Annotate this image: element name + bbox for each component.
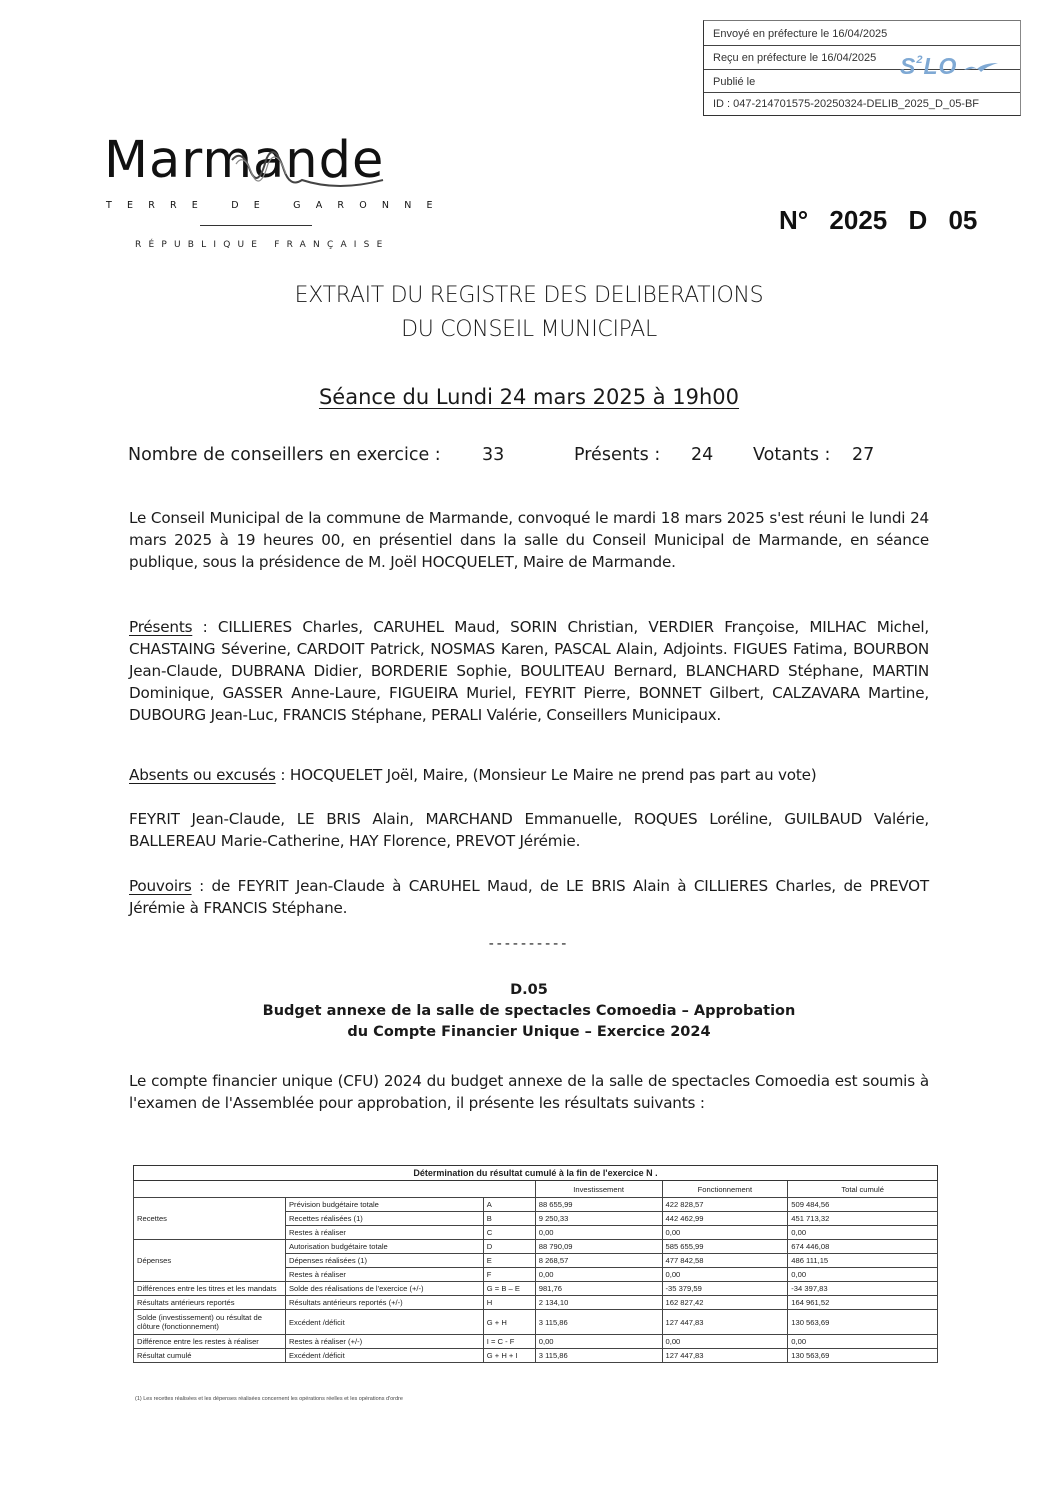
table-header [134,1181,938,1198]
section-title: Budget annexe de la salle de spectacles Comoedia – Approbation du Compte Financier Unique – Exercice 2024 [262,1003,796,1040]
group-depenses: Dépenses [134,1240,286,1282]
table-row: Différence entre les restes à réaliser Restes à réaliser (+/-) I = C - F 0,00 0,00 0,00 [134,1335,938,1349]
absents-paragraph [129,764,929,786]
document-title-line1: EXTRAIT DU REGISTRE DES DELIBERATIONS [294,283,764,308]
stamp-published: Publié le [713,76,756,88]
header-fonctionnement: Fonctionnement [662,1181,788,1198]
seance-date: Séance du Lundi 24 mars 2025 à 19h00 [318,385,740,409]
table-row: Différences entre les titres et les mandats Solde des réalisations de l'exercice (+/-) G = B – E 981,76 -35 379,59 -34 397,83 [134,1282,938,1296]
wave-logo-icon [228,140,388,195]
bird-icon [963,61,999,75]
absents-mayor: : HOCQUELET Joël, Maire, (Monsieur Le Maire ne prend pas part au vote) [275,766,817,784]
prefecture-stamp [703,20,1021,116]
document-title-line2: DU CONSEIL MUNICIPAL [401,317,657,342]
presents-paragraph [129,616,929,726]
presents-label: Présents : [574,445,661,465]
votants-value: 27 [852,445,875,465]
exercice-value: 33 [482,445,505,465]
table-row: Résultat cumulé Excédent /déficit G + H + I 3 115,86 127 447,83 130 563,69 [134,1349,938,1363]
votants-label: Votants : [753,445,831,465]
stamp-sent-date: Envoyé en préfecture le 16/04/2025 [713,28,888,40]
pouvoirs-paragraph [129,875,929,919]
absents-label: Absents ou excusés [129,766,276,784]
header-total: Total cumulé [788,1181,938,1198]
logo-tagline: TERRE DE GARONNE [106,200,448,211]
table-row: Solde (investissement) ou résultat de clôture (fonctionnement) Excédent /déficit G + H 3 115,86 127 447,83 130 563,69 [134,1310,938,1335]
presents-value: 24 [691,445,714,465]
section-body: Le compte financier unique (CFU) 2024 du budget annexe de la salle de spectacles Comoedia est soumis à l'examen de l'Assemblée pour approbation, il présente les résultats suivants : [129,1072,929,1112]
divider [704,92,1020,93]
deliberation-number: N° 2025 D 05 [779,205,978,235]
intro-paragraph: Le Conseil Municipal de la commune de Marmande, convoqué le mardi 18 mars 2025 s'est réuni le lundi 24 mars 2025 à 19 heures 00, en présentiel dans la salle du Conseil Municipal de Marmande, en séance publique, sous la présidence de M. Joël HOCQUELET, Maire de Marmande. [129,509,929,571]
presents-list: : CILLIERES Charles, CARUHEL Maud, SORIN Christian, VERDIER Françoise, MILHAC Michel, CHASTAING Séverine, CARDOIT Patrick, NOSMAS Karen, PASCAL Alain, Adjoints. FIGUES Fatima, BOURBON Jean-Claude, DUBRANA Didier, BORDERIE Sophie, BOULITEAU Bernard, BLANCHARD Stéphane, MARTIN Dominique, GASSER Anne-Laure, FIGUEIRA Muriel, FEYRIT Pierre, BONNET Gilbert, CALZAVARA Martine, DUBOURG Jean-Luc, FRANCIS Stéphane, PERALI Valérie, Conseillers Municipaux. [129,618,929,724]
stamp-id: ID : 047-214701575-20250324-DELIB_2025_D_05-BF [713,98,980,110]
marmande-logo: Marmande [104,131,385,190]
table-row: Recettes Prévision budgétaire totale A 88 655,99 422 828,57 509 484,56 [134,1198,938,1212]
pouvoirs-list: : de FEYRIT Jean-Claude à CARUHEL Maud, de LE BRIS Alain à CILLIERES Charles, de PREVOT Jérémie à FRANCIS Stéphane. [129,877,929,917]
header-investissement: Investissement [535,1181,662,1198]
republic-label: RÉPUBLIQUE FRANÇAISE [135,240,390,250]
logo-divider [200,225,312,226]
table-row: Dépenses réalisées (1) E 8 268,57 477 842,58 486 111,15 [134,1254,938,1268]
stamp-received-date: Reçu en préfecture le 16/04/2025 [713,52,877,64]
section-code: D.05 [510,982,548,998]
divider [704,45,1020,46]
group-recettes: Recettes [134,1198,286,1240]
table-row: Restes à réaliser F 0,00 0,00 0,00 [134,1268,938,1282]
presents-label: Présents [129,618,193,636]
results-table [133,1165,938,1363]
table-row: Résultats antérieurs reportés Résultats antérieurs reportés (+/-) H 2 134,10 162 827,42 164 961,52 [134,1296,938,1310]
table-row: Recettes réalisées (1) B 9 250,33 442 462,99 451 713,32 [134,1212,938,1226]
table-row: Dépenses Autorisation budgétaire totale D 88 790,09 585 655,99 674 446,08 [134,1240,938,1254]
s2lo-logo: $S^2LO$ [900,53,999,80]
table-title: Détermination du résultat cumulé à la fin de l'exercice N . [134,1166,938,1181]
pouvoirs-label: Pouvoirs [129,877,192,895]
absents-list: FEYRIT Jean-Claude, LE BRIS Alain, MARCHAND Emmanuelle, ROQUES Loréline, GUILBAUD Valérie, BALLEREAU Marie-Catherine, HAY Florence, PREVOT Jérémie. [129,810,929,850]
exercice-label: Nombre de conseillers en exercice : [128,445,441,465]
separator: ---------- [488,936,570,952]
table-row: Restes à réaliser C 0,00 0,00 0,00 [134,1226,938,1240]
table-footnote: (1) Les recettes réalisées et les dépenses réalisées concernent les opérations réelles et les opérations d'ordre [135,1396,403,1402]
